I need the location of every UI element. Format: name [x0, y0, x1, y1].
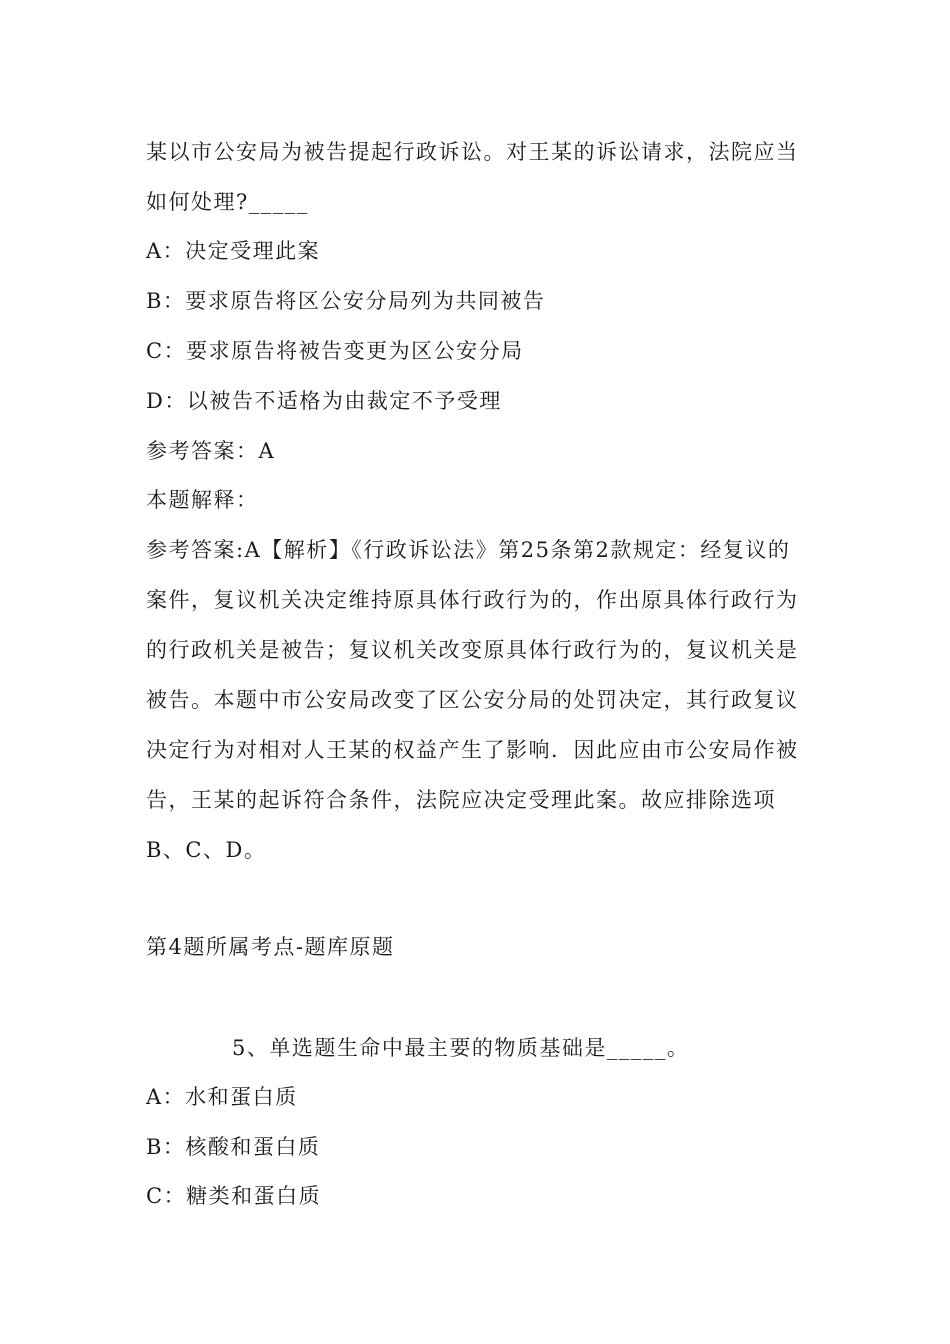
- question-3-option-b: B：要求原告将区公安分局列为共同被告: [146, 289, 546, 313]
- explanation-line: 的行政机关是被告；复议机关改变原具体行政行为的，复议机关是: [146, 638, 799, 662]
- question-3-explanation-heading: 本题解释：: [146, 488, 259, 512]
- explanation-line: B、C、D。: [146, 838, 267, 862]
- question-3-option-a: A：决定受理此案: [146, 239, 321, 263]
- question-3-option-c: C：要求原告将被告变更为区公安分局: [146, 339, 524, 363]
- explanation-line: 参考答案:A【解析】《行政诉讼法》第25条第2款规定：经复议的: [146, 538, 791, 562]
- question-3-topic: 第4题所属考点-题库原题: [146, 935, 395, 959]
- explanation-line: 决定行为对相对人王某的权益产生了影响．因此应由市公安局作被: [146, 738, 799, 762]
- question-5-stem: 5、单选题生命中最主要的物质基础是_____。: [232, 1036, 690, 1060]
- question-3-explanation: [146, 525, 810, 875]
- question-3-stem-line-1: 某以市公安局为被告提起行政诉讼。对王某的诉讼请求，法院应当: [146, 140, 799, 164]
- explanation-line: 案件，复议机关决定维持原具体行政行为的，作出原具体行政行为: [146, 588, 799, 612]
- question-5-option-b: B：核酸和蛋白质: [146, 1135, 321, 1159]
- question-5-option-c: C：糖类和蛋白质: [146, 1184, 322, 1208]
- explanation-line: 被告。本题中市公安局改变了区公安分局的处罚决定，其行政复议: [146, 688, 799, 712]
- explanation-line: 告，王某的起诉符合条件，法院应决定受理此案。故应排除选项: [146, 788, 776, 812]
- question-3-stem-line-2: 如何处理?_____: [146, 190, 309, 214]
- question-3-answer: 参考答案：A: [146, 439, 276, 463]
- question-5-option-a: A：水和蛋白质: [146, 1085, 298, 1109]
- question-3-option-d: D：以被告不适格为由裁定不予受理: [146, 389, 502, 413]
